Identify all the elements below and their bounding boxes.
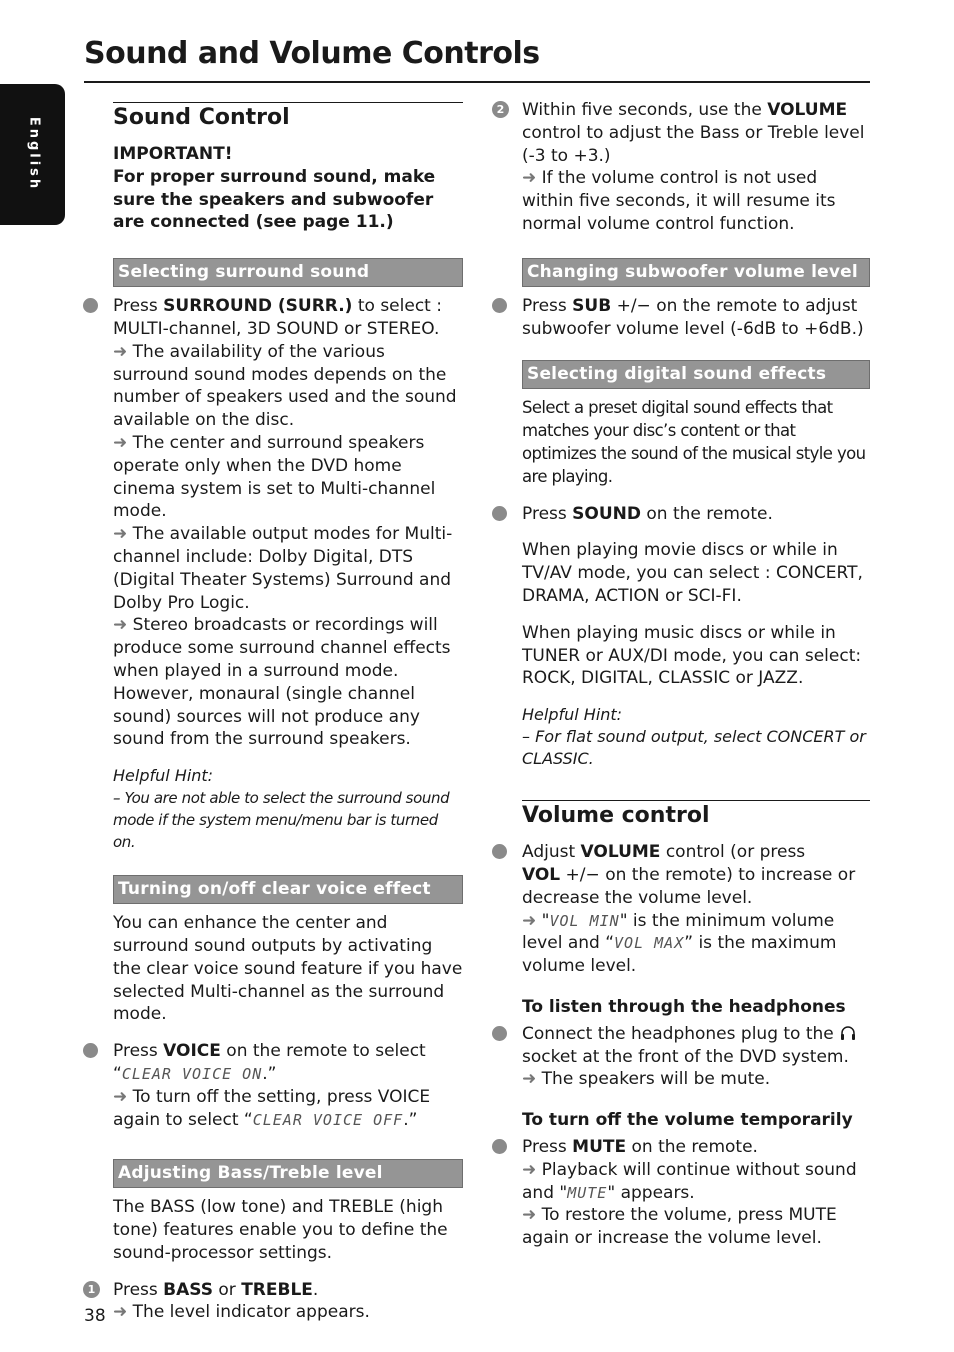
arrow-icon: ➜ <box>113 432 128 453</box>
title-rule <box>84 81 870 83</box>
effects-section-bar: Selecting digital sound effects <box>522 360 870 389</box>
plus-minus-symbol: +/− <box>611 295 657 316</box>
hint-label: Helpful Hint: <box>113 766 214 786</box>
hint-text: – For flat sound output, select CONCERT or CLASSIC. <box>522 727 866 769</box>
bass-key: BASS <box>163 1279 213 1300</box>
bass-intro: The BASS (low tone) and TREBLE (high tone) features enable you to define the sound-processor settings. <box>113 1197 448 1263</box>
hint-label: Helpful Hint: <box>522 705 623 725</box>
surround-note-2: The center and surround speakers operate only when the DVD home cinema system is set to Multi-channel mode. <box>113 432 436 522</box>
headphones-icon <box>839 1024 857 1042</box>
surround-step: Press SURROUND (SURR.) to select : MULTI-channel, 3D SOUND or STEREO. ➜ The availability of the various surround sound modes depends on the number of speakers used and the sound available on the disc. ➜ The center and surround speakers operate only when the DVD home cinema system is set to Multi-channel mode. ➜ The available output modes for Multi-channel include: Dolby Digital, DTS (Digital Theater Systems) Surround and Dolby Pro Logic. ➜ Stereo broadcasts or recordings will produce some surround channel effects when played in a surround mode. However, monaural (single channel sound) sources will not produce any sound from the surround speakers. <box>113 295 463 751</box>
arrow-icon: ➜ <box>522 910 537 931</box>
lcd-text-mute: MUTE <box>567 1183 608 1202</box>
page-title: Sound and Volume Controls <box>84 36 540 71</box>
voice-key: VOICE <box>163 1041 221 1062</box>
subwoofer-step: Press SUB +/− on the remote to adjust subwoofer volume level (-6dB to +6dB.) <box>522 295 874 341</box>
bullet-icon <box>492 1026 507 1041</box>
headphones-heading: To listen through the headphones <box>522 996 846 1017</box>
effects-music-modes: When playing music discs or while in TUNER or AUX/DI mode, you can select: ROCK, DIGITAL, CLASSIC or JAZZ. <box>522 622 862 689</box>
important-note <box>113 143 463 234</box>
mute-key: MUTE <box>572 1136 627 1157</box>
arrow-icon: ➜ <box>113 1302 128 1323</box>
step-number-icon: 1 <box>83 1281 100 1298</box>
effects-movie-modes: When playing movie discs or while in TV/AV mode, you can select : CONCERT, DRAMA, ACTION or SCI-FI. <box>522 540 863 606</box>
surround-note-1: The availability of the various surround sound modes depends on the number of speakers used and the sound available on the disc. <box>113 341 457 431</box>
mute-heading: To turn off the volume temporarily <box>522 1110 853 1131</box>
sound-key: SOUND <box>572 503 641 524</box>
bullet-icon <box>83 1043 98 1058</box>
volume-key: VOLUME <box>580 842 661 863</box>
surround-hint <box>113 765 463 853</box>
voice-section-bar: Turning on/off clear voice effect <box>113 875 463 904</box>
lcd-text-voice-off: CLEAR VOICE OFF <box>252 1110 404 1129</box>
bullet-icon <box>492 506 507 521</box>
bass-section-bar: Adjusting Bass/Treble level <box>113 1159 463 1188</box>
bullet-icon <box>492 844 507 859</box>
arrow-icon: ➜ <box>522 1159 537 1180</box>
surround-note-4: Stereo broadcasts or recordings will produce some surround channel effects when played in a surround mode. However, monaural (single channel sound) sources will not produce any sound from the surround speakers. <box>113 615 451 750</box>
important-label: IMPORTANT! <box>113 144 233 164</box>
lcd-text-vol-max: VOL MAX <box>614 934 685 953</box>
lcd-text-vol-min: VOL MIN <box>549 911 620 930</box>
volume-key: VOLUME <box>767 100 848 120</box>
bullet-icon <box>492 1139 507 1154</box>
hint-text: – You are not able to select the surround sound mode if the system menu/menu bar is turned on. <box>113 789 450 852</box>
arrow-icon: ➜ <box>113 341 128 362</box>
arrow-icon: ➜ <box>113 524 128 545</box>
mute-step: Press MUTE on the remote. ➜ Playback will continue without sound and "MUTE" appears. ➜ To restore the volume, press MUTE again or increase the volume level. <box>522 1136 874 1250</box>
arrow-icon: ➜ <box>113 1086 128 1107</box>
bullet-icon <box>492 298 507 313</box>
arrow-icon: ➜ <box>522 168 537 189</box>
treble-key: TREBLE <box>241 1279 313 1300</box>
important-text: For proper surround sound, make sure the speakers and subwoofer are connected (see page 11.) <box>113 166 436 233</box>
surround-note-3: The available output modes for Multi-channel include: Dolby Digital, DTS (Digital Theater Systems) Surround and Dolby Pro Logic. <box>113 524 453 613</box>
sub-key: SUB <box>572 295 612 316</box>
bass-step-2: 2 Within five seconds, use the VOLUME control to adjust the Bass or Treble level (-3 to +3.) ➜ If the volume control is not used within five seconds, it will resume its normal volume control function. <box>522 99 874 236</box>
effects-step: Press SOUND on the remote. <box>522 503 874 526</box>
effects-intro: Select a preset digital sound effects that matches your disc’s content or that optimizes the sound of the musical style you are playing. <box>522 398 866 486</box>
volume-control-heading: Volume control <box>522 800 870 829</box>
surround-key: SURROUND (SURR.) <box>163 296 353 317</box>
sound-control-heading: Sound Control <box>113 102 463 131</box>
arrow-icon: ➜ <box>113 615 128 636</box>
page-number: 38 <box>84 1306 106 1326</box>
headphones-step: Connect the headphones plug to the socket at the front of the DVD system. ➜ The speakers will be mute. <box>522 1023 874 1091</box>
arrow-icon: ➜ <box>522 1069 537 1090</box>
arrow-icon: ➜ <box>522 1205 537 1226</box>
bullet-icon <box>83 298 98 313</box>
plus-minus-symbol: +/− <box>560 864 606 885</box>
surround-section-bar: Selecting surround sound <box>113 258 463 287</box>
vol-key: VOL <box>522 864 561 885</box>
volume-step: Adjust VOLUME control (or press VOL +/− on the remote) to increase or decrease the volume level. ➜ "VOL MIN" is the minimum volume level and “VOL MAX” is the maximum volume level. <box>522 841 874 978</box>
subwoofer-section-bar: Changing subwoofer volume level <box>522 258 870 287</box>
voice-step: Press VOICE on the remote to select “CLEAR VOICE ON.” ➜ To turn off the setting, press VOICE again to select “CLEAR VOICE OFF.” <box>113 1040 463 1131</box>
lcd-text-voice-on: CLEAR VOICE ON <box>121 1064 263 1083</box>
voice-intro: You can enhance the center and surround sound outputs by activating the clear voice sound feature if you have selected Multi-channel as the surround mode. <box>113 913 463 1025</box>
effects-hint <box>522 704 874 770</box>
language-tab-label: English <box>26 116 42 192</box>
right-column <box>496 99 874 1264</box>
step-number-icon: 2 <box>492 101 509 118</box>
bass-step-1: 1 Press BASS or TREBLE. ➜ The level indicator appears. <box>113 1279 463 1325</box>
language-tab <box>0 84 65 225</box>
